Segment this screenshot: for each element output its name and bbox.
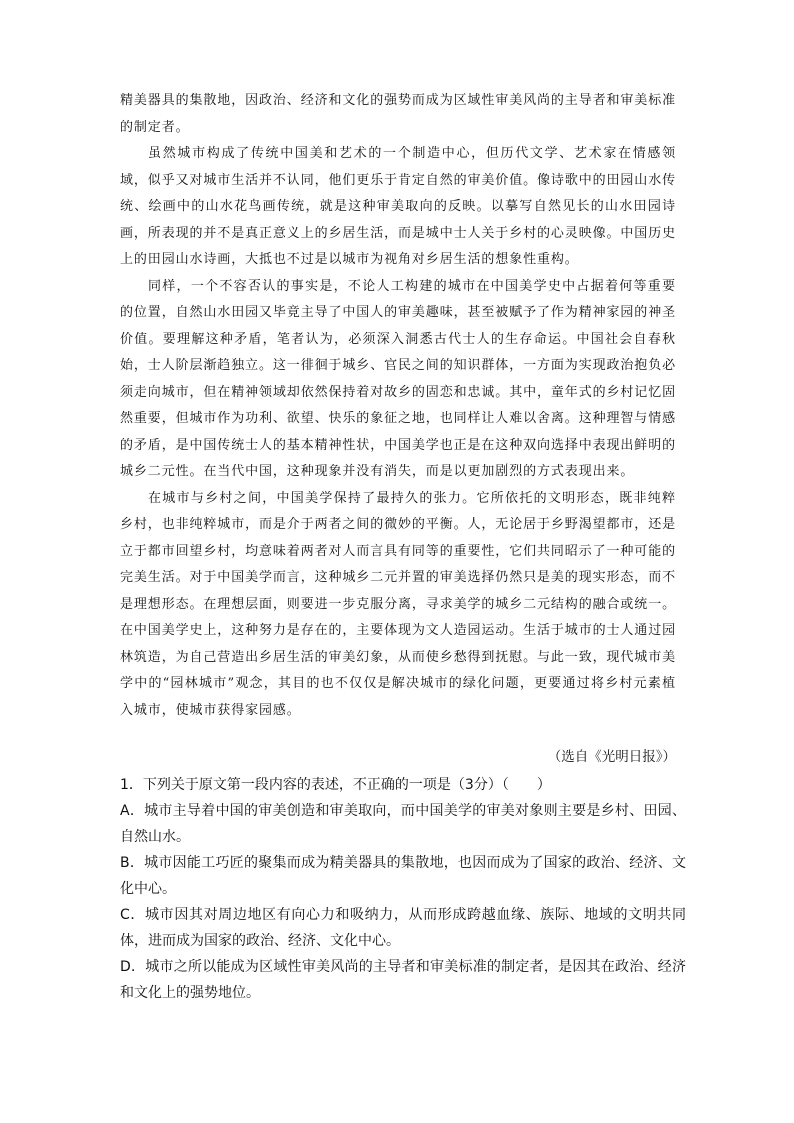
option-c: C．城市因其对周边地区有向心力和吸纳力，从而形成跨越血缘、族际、地域的文明共同体，进而成为国家的政治、经济、文化中心。 [120, 907, 686, 949]
option-a: A．城市主导着中国的审美创造和审美取向，而中国美学的审美对象则主要是乡村、田园、自然山水。 [120, 803, 686, 845]
article-body [120, 88, 676, 724]
article-paragraph-2: 虽然城市构成了传统中国美和艺术的一个制造中心，但历代文学、艺术家在情感领域，似乎又对城市生活并不认同，他们更乐于肯定自然的审美价值。像诗歌中的田园山水传统、绘画中的山水花鸟画传统，就是这种审美取向的反映。以摹写自然见长的山水田园诗画，所表现的并不是真正意义上的乡居生活，而是城中士人关于乡村的心灵映像。中国历史上的田园山水诗画，大抵也不过是以城市为视角对乡居生活的想象性重构。 [120, 146, 677, 267]
article-paragraph-1: 精美器具的集散地，因政治、经济和文化的强势而成为区域性审美风尚的主导者和审美标准的制定者。 [120, 93, 677, 135]
question-block [120, 772, 686, 1006]
option-d: D．城市之所以能成为区域性审美风尚的主导者和审美标准的制定者，是因其在政治、经济和文化上的强势地位。 [120, 959, 686, 1001]
article-paragraph-4: 在城市与乡村之间，中国美学保持了最持久的张力。它所依托的文明形态，既非纯粹乡村，也非纯粹城市，而是介于两者之间的微妙的平衡。人，无论居于乡野渴望都市，还是立于都市回望乡村，均意味着两者对人而言具有同等的重要性，它们共同昭示了一种可能的完美生活。对于中国美学而言，这种城乡二元并置的审美选择仍然只是美的现实形态，而不是理想形态。在理想层面，则要进一步克服分离，寻求美学的城乡二元结构的融合或统一。在中国美学史上，这种努力是存在的，主要体现为文人造园运动。生活于城市的士人通过园林筑造，为自己营造出乡居生活的审美幻象，从而使乡愁得到抚慰。与此一致，现代城市美学中的“园林城市”观念，其目的也不仅仅是解决城市的绿化问题，更要通过将乡村元素植入城市，使城市获得家园感。 [120, 490, 677, 718]
article-source: （选自《光明日报》） [547, 749, 676, 765]
article-paragraph-3: 同样，一个不容否认的事实是，不论人工构建的城市在中国美学史中占据着何等重要的位置，自然山水田园又毕竟主导了中国人的审美趣味，甚至被赋予了作为精神家园的神圣价值。要理解这种矛盾，笔者认为，必须深入洞悉古代士人的生存命运。中国社会自春秋始，士人阶层渐趋独立。这一徘徊于城乡、官民之间的知识群体，一方面为实现政治抱负必须走向城市，但在精神领域却依然保持着对故乡的固恋和忠诚。其中，童年式的乡村记忆固然重要，但城市作为功利、欲望、快乐的象征之地，也同样让人难以舍离。这种理智与情感的矛盾，是中国传统士人的基本精神性状，中国美学也正是在这种双向选择中表现出鲜明的城乡二元性。在当代中国，这种现象并没有消失，而是以更加剧烈的方式表现出来。 [120, 278, 677, 479]
option-b: B．城市因能工巧匠的聚集而成为精美器具的集散地，也因而成为了国家的政治、经济、文化中心。 [120, 855, 686, 897]
question-stem: 1．下列关于原文第一段内容的表述，不正确的一项是（3分）（ ） [120, 777, 551, 793]
